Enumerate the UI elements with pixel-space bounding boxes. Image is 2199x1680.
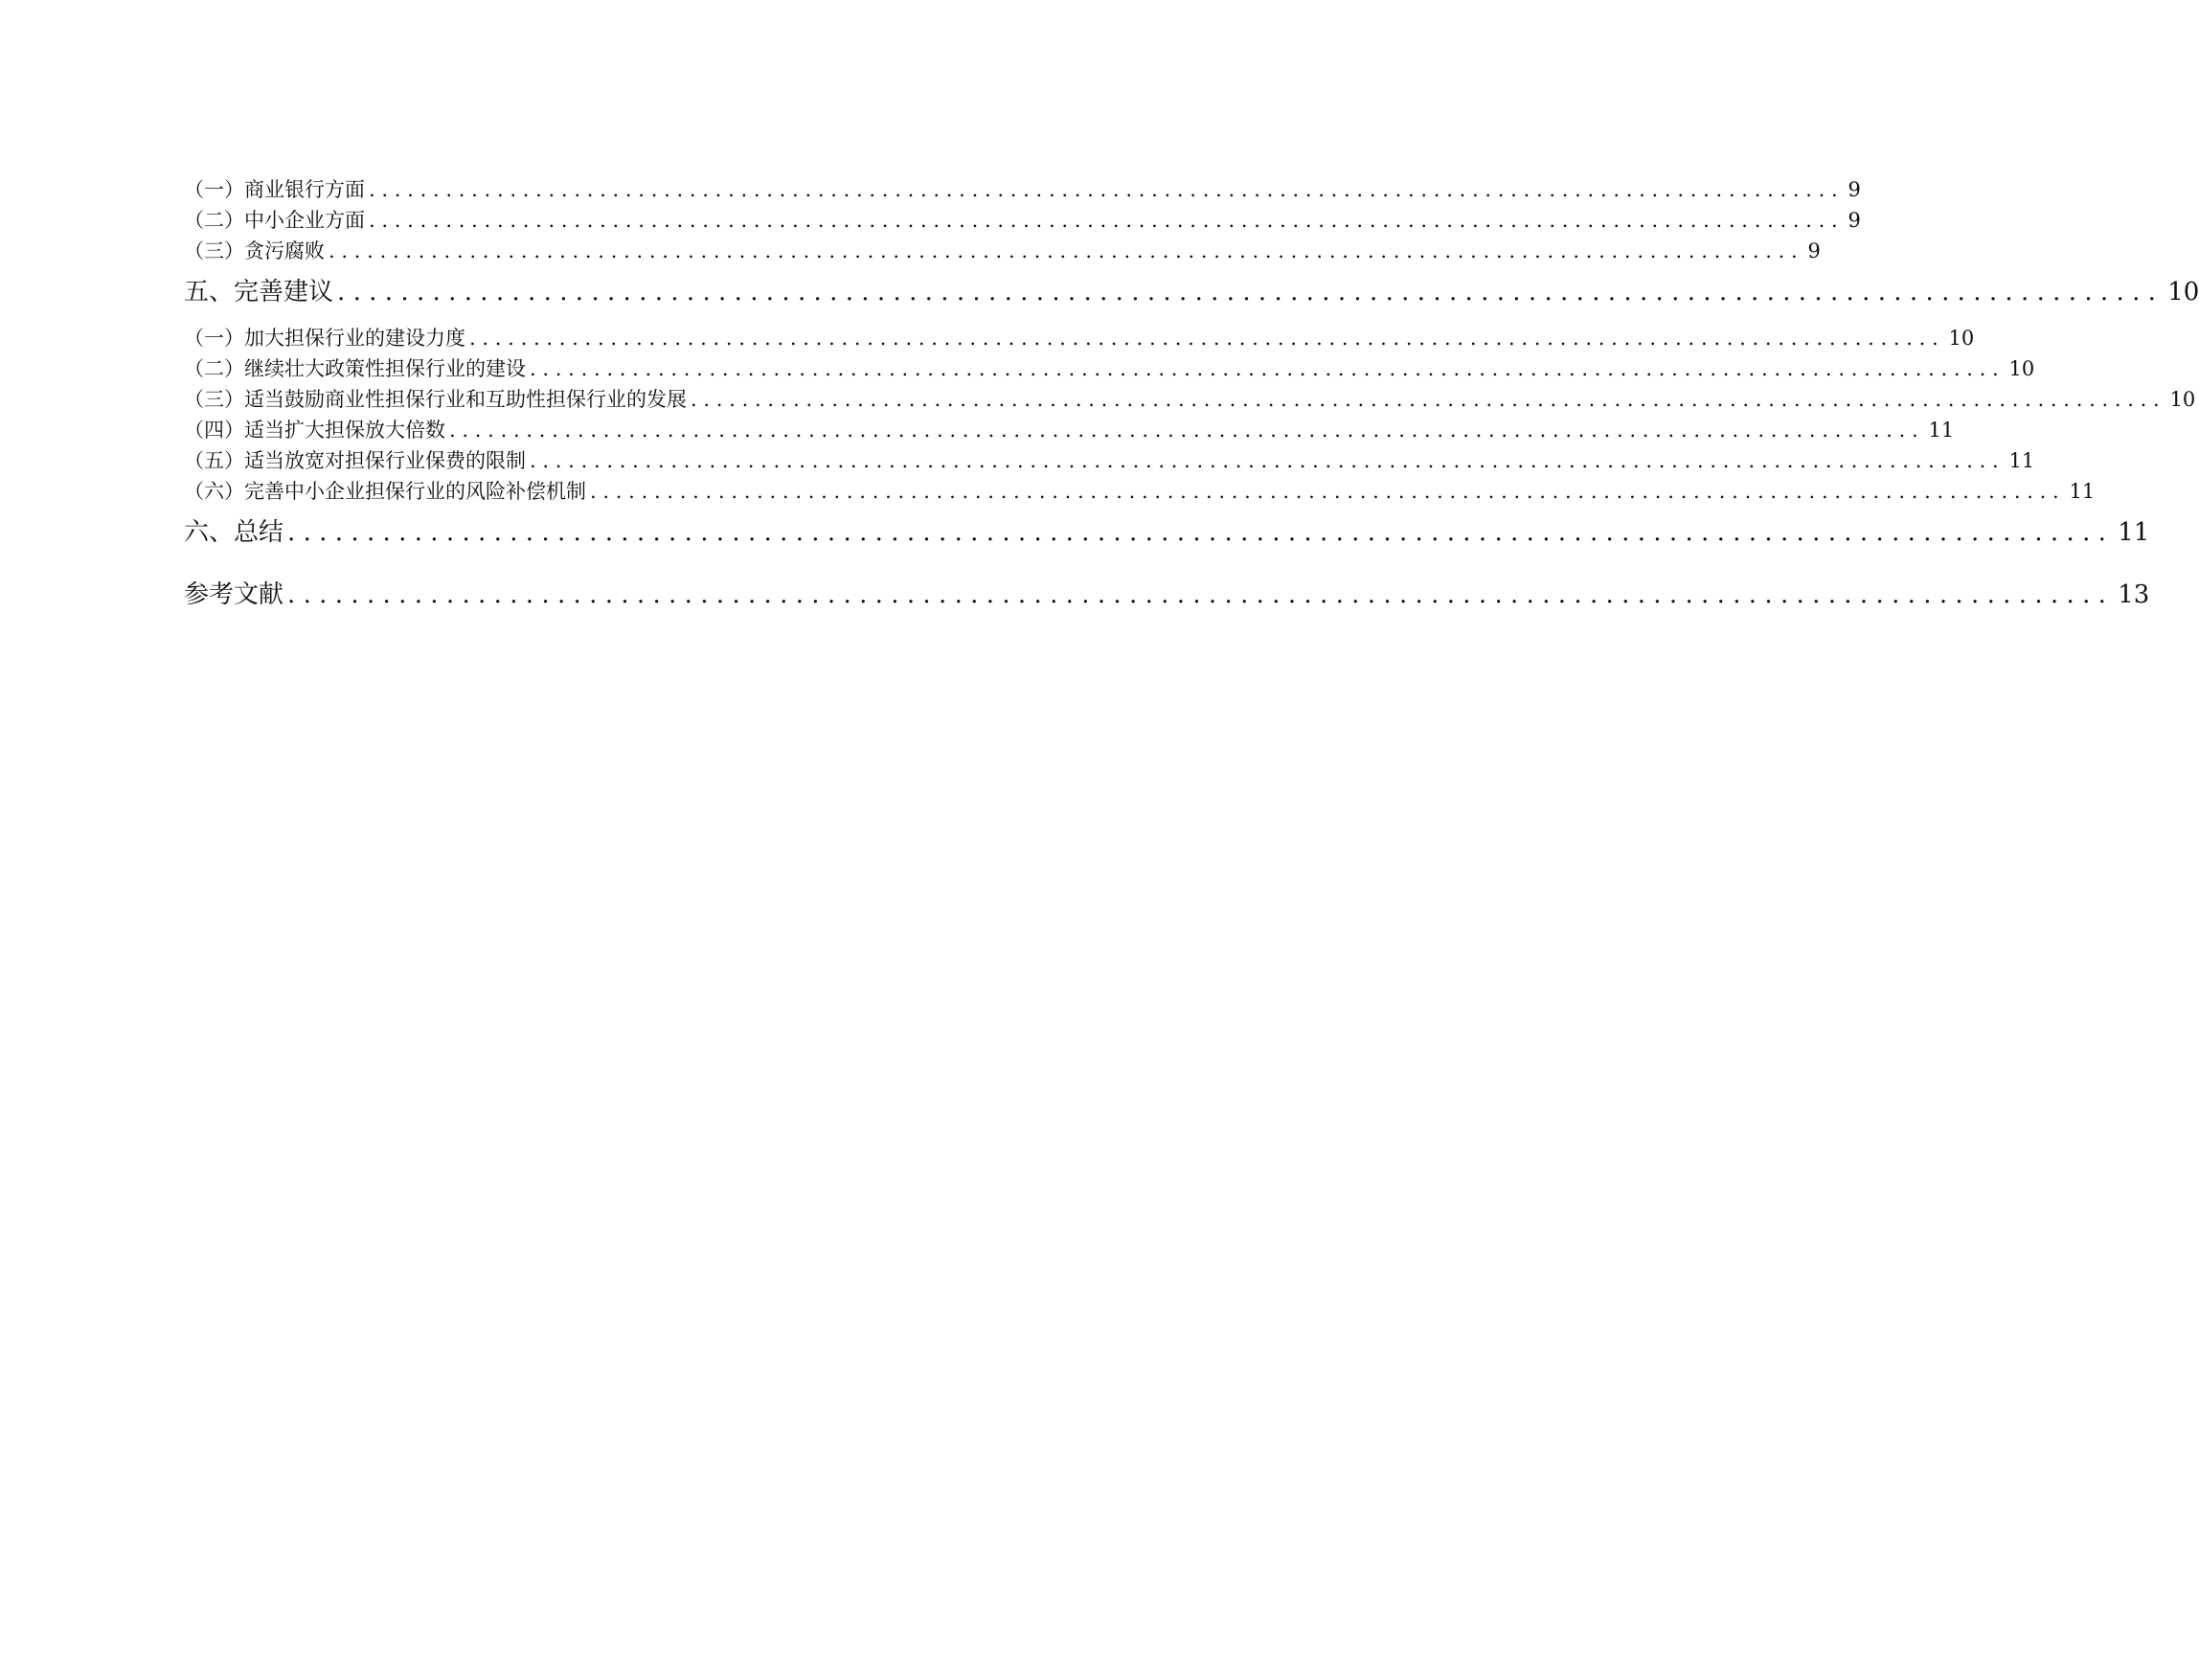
toc-section-label: 参考文献 xyxy=(184,580,284,609)
toc-section[interactable] xyxy=(184,273,2199,311)
toc-entry-page: 10 xyxy=(2169,388,2196,411)
toc-leader-dots: ................................................................................................................... xyxy=(287,580,2115,609)
toc-entry-page: 9 xyxy=(1807,239,1821,262)
toc-leader-dots: ................................................................................................................... xyxy=(369,178,1845,201)
toc-entry-label: （五）适当放宽对担保行业保费的限制 xyxy=(184,449,526,472)
spacer xyxy=(184,552,1058,576)
toc-entry[interactable] xyxy=(184,415,1955,445)
toc-entry[interactable] xyxy=(184,205,1861,236)
toc-section-label: 六、总结 xyxy=(184,518,284,547)
toc-entry-label: （二）继续壮大政策性担保行业的建设 xyxy=(184,357,526,380)
toc-leader-dots: ................................................................................................................... xyxy=(287,518,2115,547)
toc-entry-page: 11 xyxy=(2008,449,2035,472)
toc-leader-dots: ................................................................................................................... xyxy=(530,357,2006,380)
toc-entry-page: 9 xyxy=(1848,209,1861,232)
toc-leader-dots: ................................................................................................................... xyxy=(691,388,2166,411)
toc-entry-label: （一）加大担保行业的建设力度 xyxy=(184,327,465,350)
toc-entry-label: （二）中小企业方面 xyxy=(184,209,365,232)
toc-leader-dots: ................................................................................................................... xyxy=(449,419,1925,442)
toc-entry-label: （三）适当鼓励商业性担保行业和互助性担保行业的发展 xyxy=(184,388,687,411)
toc-leader-dots: ................................................................................................................... xyxy=(530,449,2006,472)
toc-entry-page: 10 xyxy=(2008,357,2035,380)
toc-entry[interactable] xyxy=(184,174,1861,205)
toc-section[interactable] xyxy=(184,513,2150,552)
toc-entry[interactable] xyxy=(184,384,2196,415)
toc-leader-dots: ................................................................................................................... xyxy=(369,209,1845,232)
toc-leader-dots: ................................................................................................................... xyxy=(469,327,1945,350)
toc-entry-page: 9 xyxy=(1848,178,1861,201)
toc-entry[interactable] xyxy=(184,236,1821,266)
toc-leader-dots: ................................................................................................................... xyxy=(337,278,2165,306)
toc-section-page: 11 xyxy=(2118,518,2150,547)
toc-section-label: 五、完善建议 xyxy=(184,278,334,306)
toc-entry-label: （一）商业银行方面 xyxy=(184,178,365,201)
table-of-contents xyxy=(184,174,2199,614)
spacer xyxy=(184,507,1058,513)
spacer xyxy=(184,266,1058,273)
toc-entry[interactable] xyxy=(184,353,2035,384)
toc-entry-page: 10 xyxy=(1948,327,1975,350)
toc-entry-label: （六）完善中小企业担保行业的风险补偿机制 xyxy=(184,480,586,503)
toc-section-page: 10 xyxy=(2167,278,2199,306)
toc-entry-page: 11 xyxy=(2069,480,2096,503)
toc-entry-page: 11 xyxy=(1928,419,1955,442)
toc-leader-dots: ................................................................................................................... xyxy=(329,239,1804,262)
toc-entry[interactable] xyxy=(184,323,1975,353)
toc-section[interactable] xyxy=(184,576,2150,614)
toc-entry-label: （三）贪污腐败 xyxy=(184,239,325,262)
toc-entry[interactable] xyxy=(184,445,2035,476)
toc-leader-dots: ................................................................................................................... xyxy=(590,480,2066,503)
toc-entry-label: （四）适当扩大担保放大倍数 xyxy=(184,419,445,442)
spacer xyxy=(184,311,1058,323)
toc-entry[interactable] xyxy=(184,476,2096,507)
toc-section-page: 13 xyxy=(2118,580,2150,609)
